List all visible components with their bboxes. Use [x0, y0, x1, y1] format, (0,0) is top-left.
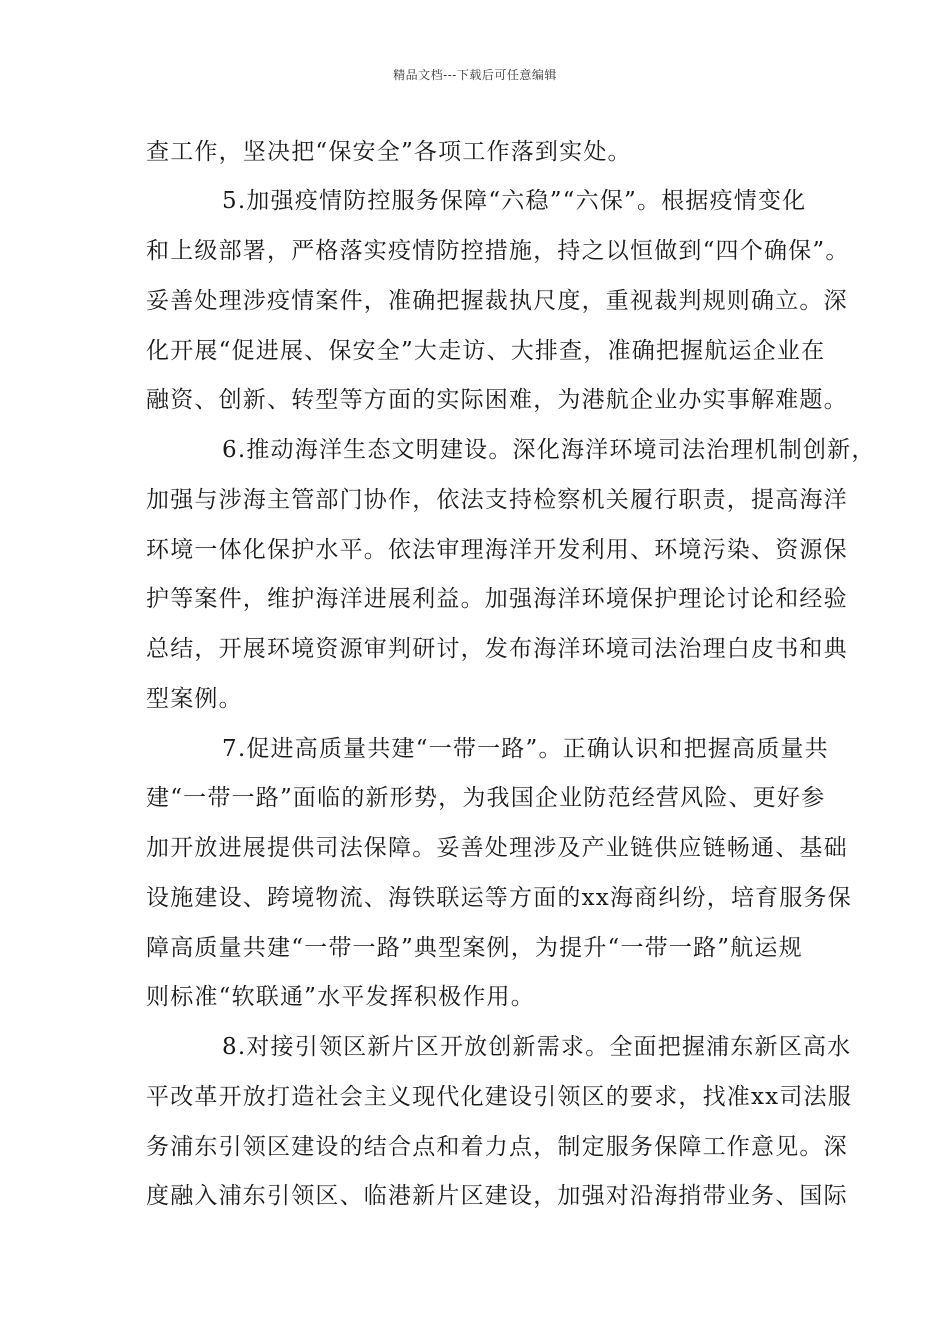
text-line: 则标准“软联通”水平发挥积极作用。 [146, 984, 535, 1010]
text-line: 总结，开展环境资源审判研讨，发布海洋环境司法治理白皮书和典 [146, 636, 848, 662]
paragraph-5-heading: 5.加强疫情防控服务保障“六稳”“六保”。根据疫情变化 [222, 188, 807, 214]
paragraph-7-heading: 7.促进高质量共建“一带一路”。正确认识和把握高质量共 [222, 736, 829, 762]
text-line: 查工作，坚决把“保安全”各项工作落到实处。 [146, 139, 632, 165]
text-line: 度融入浦东引领区、临港新片区建设，加强对沿海捎带业务、国际 [146, 1183, 848, 1209]
text-line: 化开展“促进展、保安全”大走访、大排查，准确把握航运企业在 [146, 338, 826, 364]
text-line: 平改革开放打造社会主义现代化建设引领区的要求，找准xx司法服 [146, 1084, 852, 1110]
text-line: 加开放进展提供司法保障。妥善处理涉及产业链供应链畅通、基础 [146, 835, 848, 861]
text-line: 型案例。 [146, 686, 243, 712]
paragraph-8-heading: 8.对接引领区新片区开放创新需求。全面把握浦东新区高水 [222, 1034, 852, 1060]
text-line: 障高质量共建“一带一路”典型案例，为提升“一带一路”航运规 [146, 935, 803, 961]
paragraph-6-heading: 6.推动海洋生态文明建设。深化海洋环境司法治理机制创新， [222, 437, 876, 463]
text-line: 建“一带一路”面临的新形势，为我国企业防范经营风险、更好参 [146, 785, 826, 811]
text-line: 和上级部署，严格落实疫情防控措施，持之以恒做到“四个确保”。 [146, 238, 850, 264]
text-line: 妥善处理涉疫情案件，准确把握裁执尺度，重视裁判规则确立。深 [146, 288, 848, 314]
text-line: 设施建设、跨境物流、海铁联运等方面的xx海商纠纷，培育服务保 [146, 885, 852, 911]
text-line: 融资、创新、转型等方面的实际困难，为港航企业办实事解难题。 [146, 387, 848, 413]
page-header: 精品文档---下载后可任意编辑 [393, 68, 557, 82]
text-line: 务浦东引领区建设的结合点和着力点，制定服务保障工作意见。深 [146, 1134, 848, 1160]
text-line: 加强与涉海主管部门协作，依法支持检察机关履行职责，提高海洋 [146, 487, 848, 513]
text-line: 护等案件，维护海洋进展利益。加强海洋环境保护理论讨论和经验 [146, 586, 848, 612]
text-line: 环境一体化保护水平。依法审理海洋开发利用、环境污染、资源保 [146, 537, 848, 563]
